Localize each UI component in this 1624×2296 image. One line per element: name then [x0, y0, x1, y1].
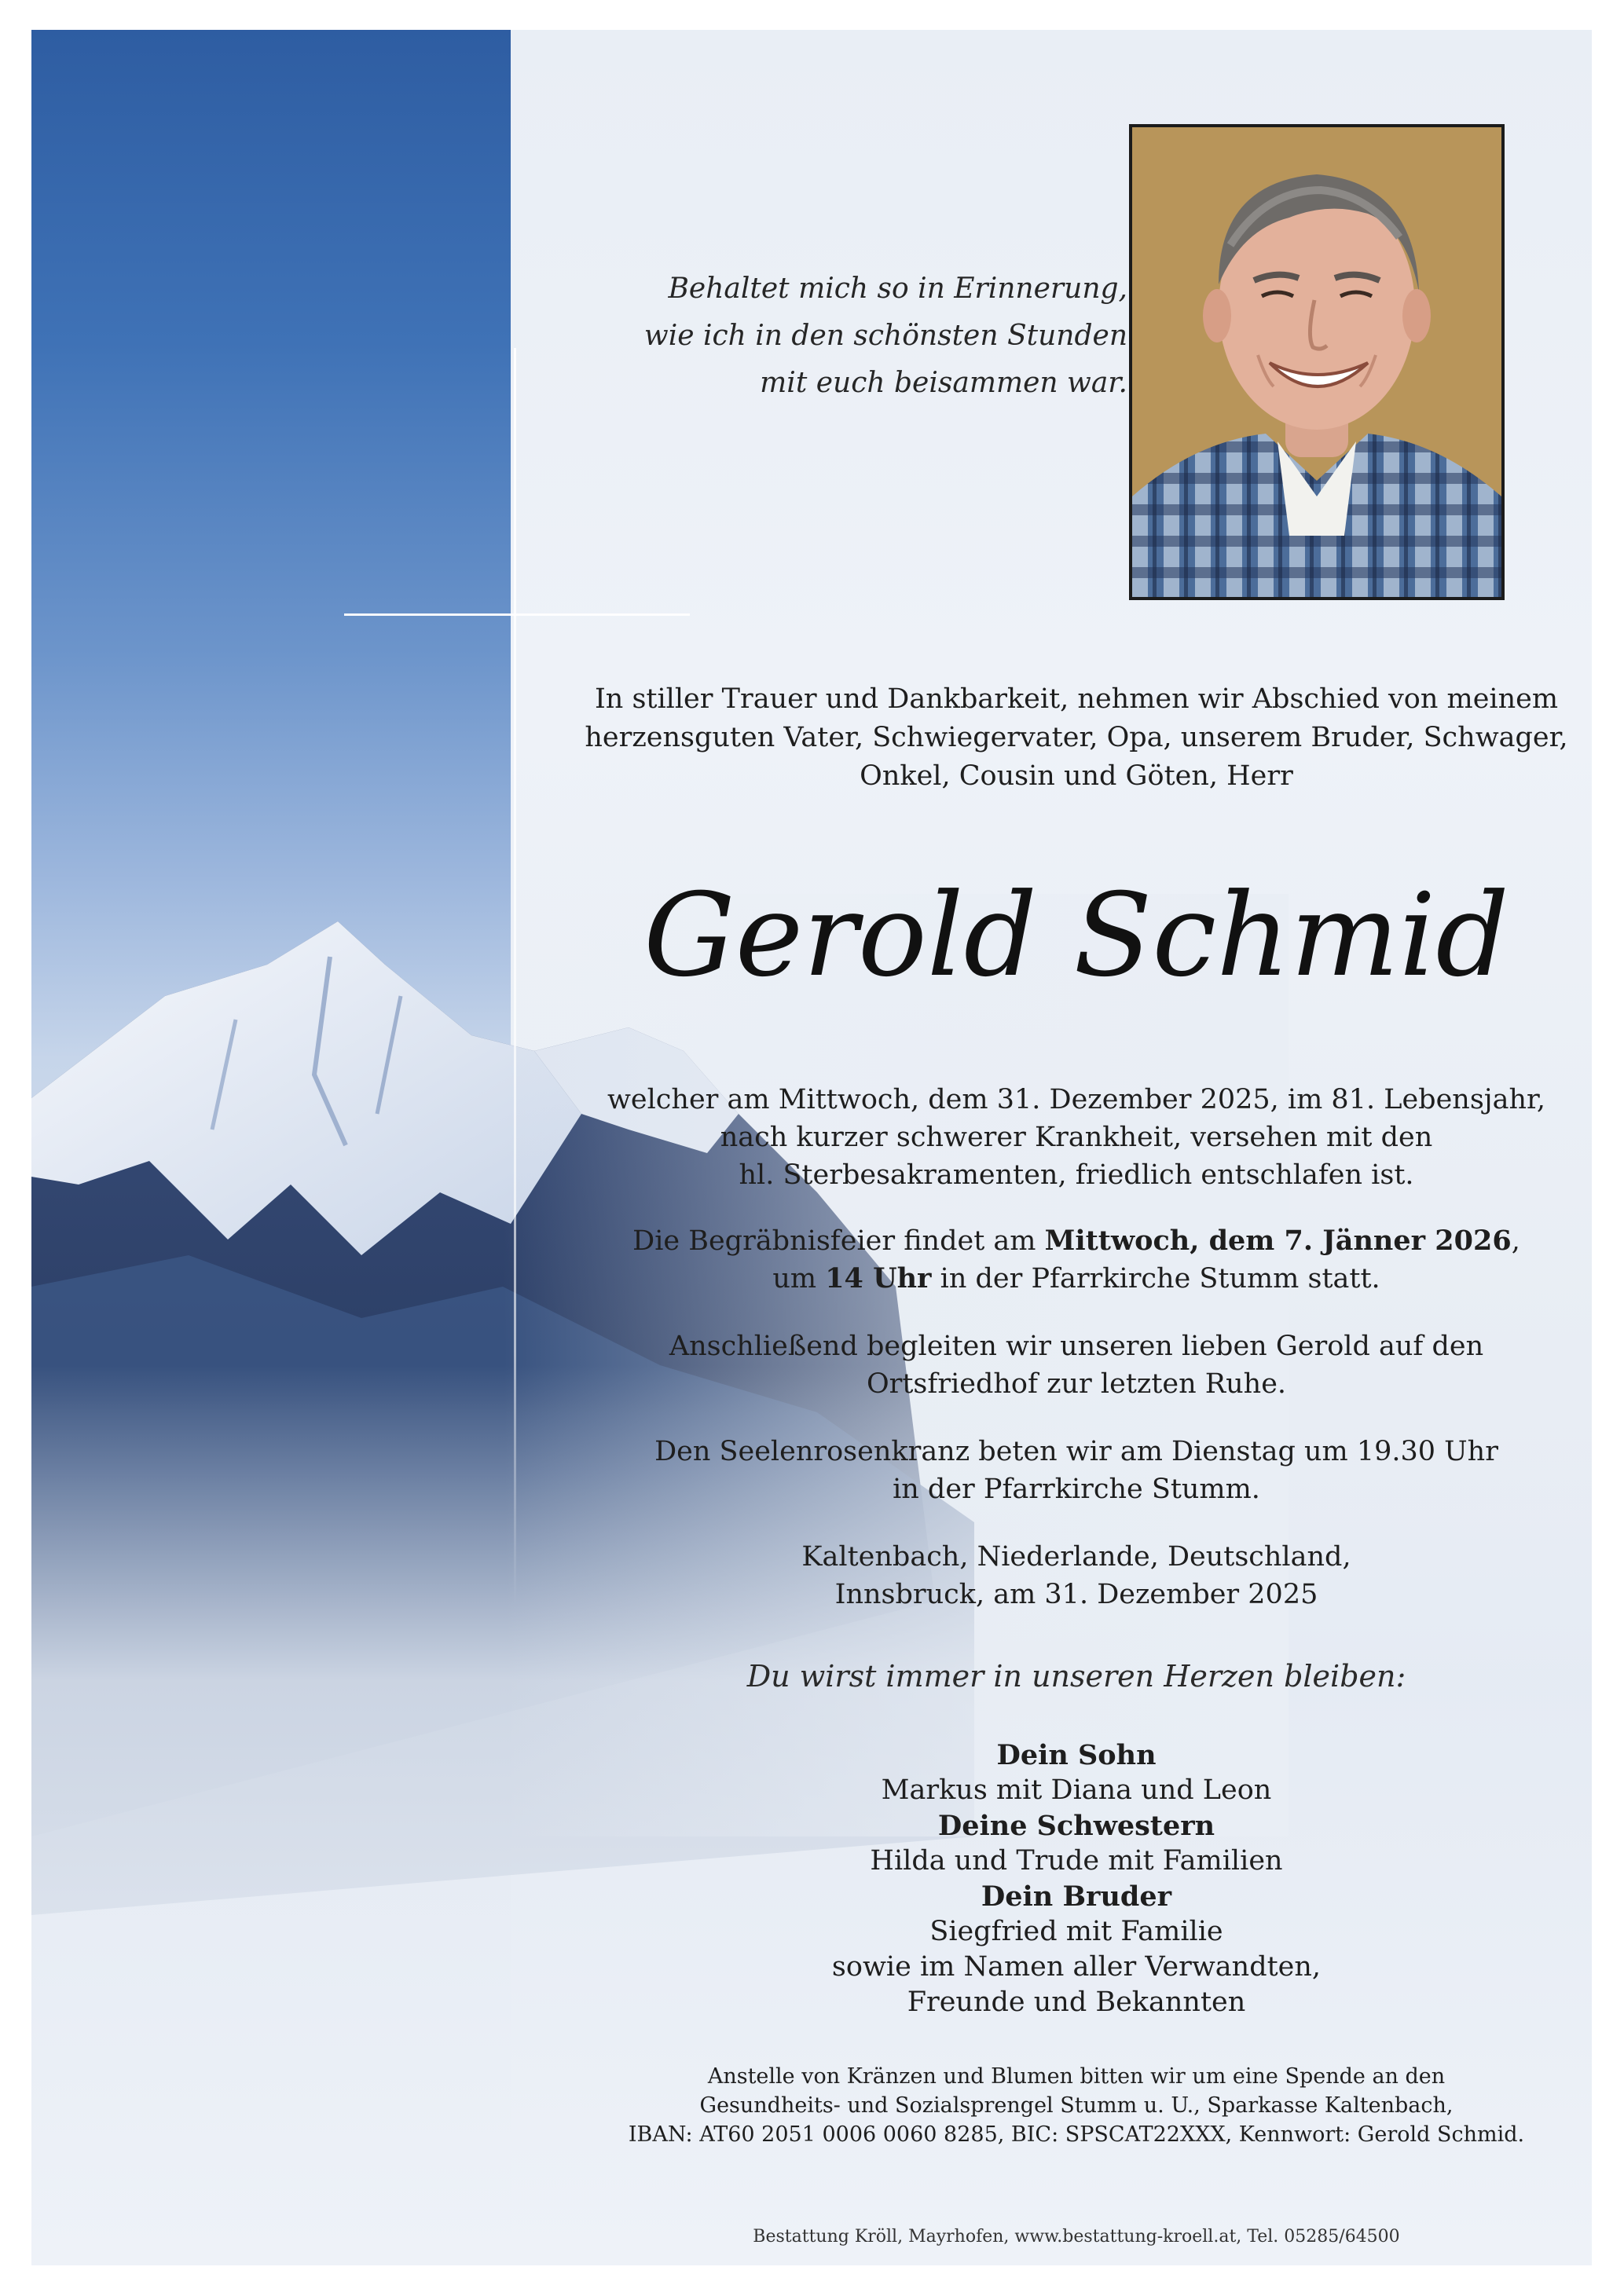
burial-line: Ortsfriedhof zur letzten Ruhe.: [866, 1368, 1287, 1400]
funeral-time-prefix: um: [772, 1263, 826, 1294]
cross-horizontal-beam: [344, 613, 690, 616]
mourners-list: [566, 1738, 1587, 2020]
date-line: Innsbruck, am 31. Dezember 2025: [834, 1579, 1318, 1610]
cross-vertical-beam: [514, 348, 516, 1605]
funeral-line-1: [566, 1222, 1587, 1260]
burial-details: [566, 1327, 1587, 1403]
mourners-closing-line: sowie im Namen aller Verwandten,: [831, 1951, 1322, 1983]
obituary-card: [31, 30, 1592, 2265]
poem-line: Behaltet mich so in Erinnerung,: [668, 273, 1127, 305]
mourner-names: Hilda und Trude mit Familien: [870, 1845, 1283, 1877]
mourner-names: Siegfried mit Familie: [929, 1916, 1223, 1947]
death-line: hl. Sterbesakramenten, friedlich entschlafen ist.: [739, 1159, 1414, 1191]
intro-text: [566, 680, 1587, 796]
funeral-line-2: [566, 1260, 1587, 1298]
mourner-title: Dein Sohn: [996, 1739, 1157, 1771]
death-line: nach kurzer schwerer Krankheit, versehen mit den: [720, 1122, 1433, 1153]
donation-line: IBAN: AT60 2051 0006 0060 8285, BIC: SPSCAT22XXX, Kennwort: Gerold Schmid.: [628, 2122, 1525, 2147]
mourner-title: Deine Schwestern: [937, 1810, 1215, 1842]
funeral-date: Mittwoch, dem 7. Jänner 2026: [1044, 1225, 1512, 1257]
donation-line: Gesundheits- und Sozialsprengel Stumm u. U., Sparkasse Kaltenbach,: [699, 2093, 1454, 2118]
intro-line: In stiller Trauer und Dankbarkeit, nehmen wir Abschied von meinem: [594, 683, 1559, 715]
death-line: welcher am Mittwoch, dem 31. Dezember 2025, im 81. Lebensjahr,: [607, 1084, 1546, 1115]
donation-request: [566, 2062, 1587, 2149]
rosary-line: Den Seelenrosenkranz beten wir am Dienstag um 19.30 Uhr: [654, 1436, 1498, 1467]
death-notice: [566, 1081, 1587, 1194]
funeral-time: 14 Uhr: [825, 1262, 932, 1294]
funeral-comma: ,: [1511, 1225, 1520, 1257]
funeral-location: in der Pfarrkirche Stumm statt.: [931, 1263, 1380, 1294]
funeral-prefix: Die Begräbnisfeier findet am: [632, 1225, 1045, 1257]
poem-line: wie ich in den schönsten Stunden: [643, 320, 1127, 352]
memorial-poem: [581, 265, 1127, 407]
poem-line: mit euch beisammen war.: [760, 367, 1127, 399]
mourners-closing-line: Freunde und Bekannten: [907, 1987, 1246, 2018]
mourner-names: Markus mit Diana und Leon: [881, 1774, 1272, 1806]
burial-line: Anschließend begleiten wir unseren lieben Gerold auf den: [669, 1331, 1484, 1362]
donation-line: Anstelle von Kränzen und Blumen bitten wir um eine Spende an den: [707, 2064, 1446, 2089]
rosary-line: in der Pfarrkirche Stumm.: [893, 1474, 1260, 1505]
intro-line: Onkel, Cousin und Göten, Herr: [860, 760, 1293, 792]
intro-line: herzensguten Vater, Schwiegervater, Opa, unserem Bruder, Schwager,: [585, 722, 1568, 753]
deceased-name: Gerold Schmid: [643, 869, 1509, 1002]
mourner-title: Dein Bruder: [981, 1880, 1172, 1913]
place-line: Kaltenbach, Niederlande, Deutschland,: [801, 1541, 1351, 1573]
portrait-photo: [1129, 124, 1505, 600]
funeral-details: [566, 1222, 1587, 1298]
funeral-home-footer: Bestattung Kröll, Mayrhofen, www.bestattung-kroell.at, Tel. 05285/64500: [753, 2227, 1400, 2247]
portrait-image: [1132, 127, 1501, 597]
closing-line: Du wirst immer in unseren Herzen bleiben:: [746, 1659, 1406, 1694]
place-and-date: [566, 1538, 1587, 1613]
rosary-details: [566, 1433, 1587, 1508]
